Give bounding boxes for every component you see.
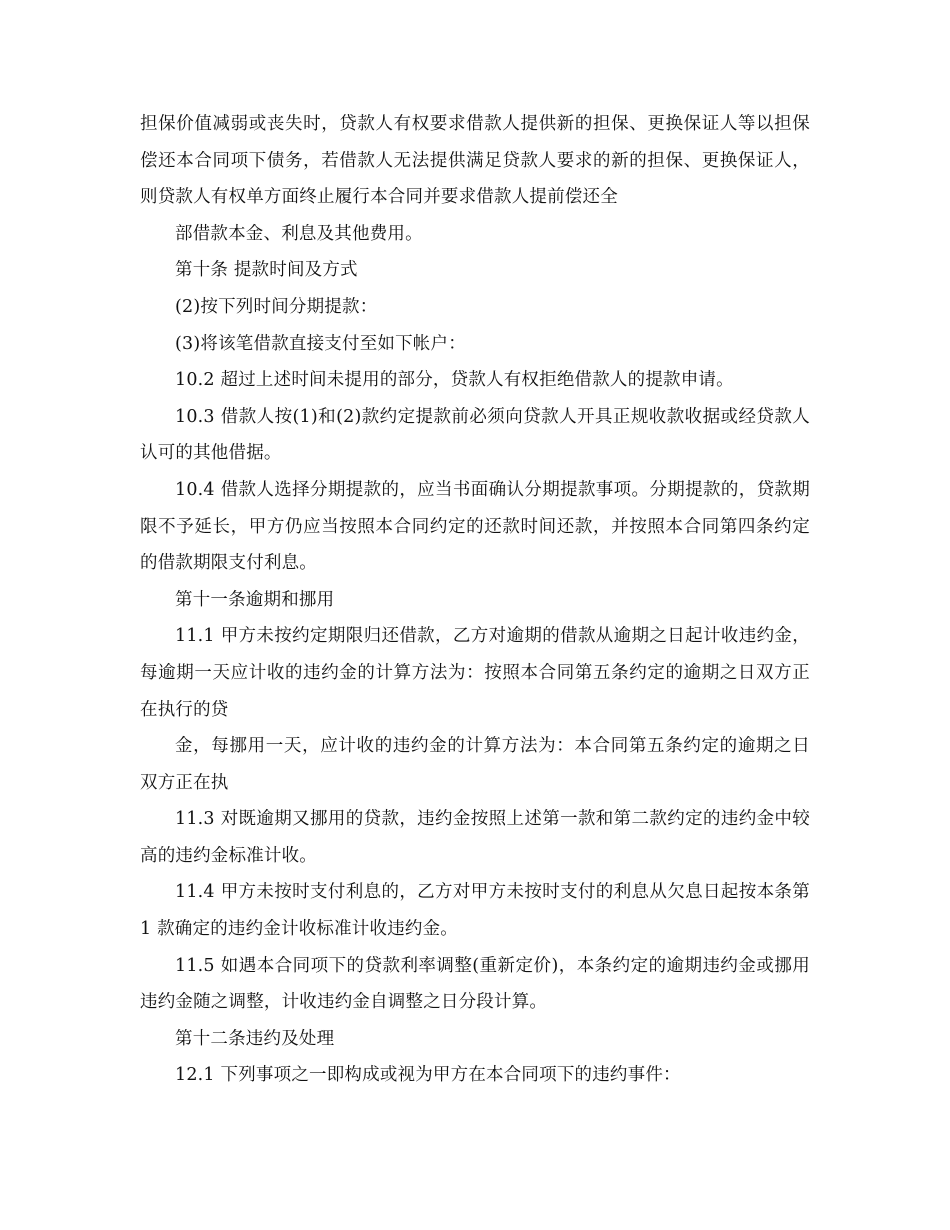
clause-10-2: 10.2 超过上述时间未提用的部分，贷款人有权拒绝借款人的提款申请。 xyxy=(175,370,734,391)
clause-10-3: 10.3 借款人按(1)和(2)款约定提款前必须向贷款人开具正规收款收据或经贷款人认可的其他借据。 xyxy=(140,406,810,464)
clause-12-1: 12.1 下列事项之一即构成或视为甲方在本合同项下的违约事件： xyxy=(175,1065,681,1086)
clause-11-4: 11.4 甲方未按时支付利息的，乙方对甲方未按时支付的利息从欠息日起按本条第 1 款确定的违约金计收标准计收违约金。 xyxy=(140,882,810,940)
clause-11-3: 11.3 对既逾期又挪用的贷款，违约金按照上述第一款和第二款约定的违约金中较高的违约金标准计收。 xyxy=(140,809,810,866)
paragraph-item-3: (3)将该笔借款直接支付至如下帐户： xyxy=(175,333,466,354)
paragraph-continuation: 金，每挪用一天，应计收的违约金的计算方法为：本合同第五条约定的逾期之日双方正在执 xyxy=(140,736,810,793)
clause-10-4: 10.4 借款人选择分期提款的，应当书面确认分期提款事项。分期提款的，贷款期限不予延长，甲方仍应当按照本合同约定的还款时间还款，并按照本合同第四条约定的借款期限支付利息。 xyxy=(140,479,810,574)
clause-11-1: 11.1 甲方未按约定期限归还借款，乙方对逾期的借款从逾期之日起计收违约金，每逾期一天应计收的违约金的计算方法为：按照本合同第五条约定的逾期之日双方正在执行的贷 xyxy=(140,626,810,720)
section-heading-10: 第十条 提款时间及方式 xyxy=(175,260,358,281)
paragraph-item-2: (2)按下列时间分期提款： xyxy=(175,296,378,317)
paragraph-2: 部借款本金、利息及其他费用。 xyxy=(175,223,423,244)
clause-11-5: 11.5 如遇本合同项下的贷款利率调整(重新定价)，本条约定的逾期违约金或挪用违约金随之调整，计收违约金自调整之日分段计算。 xyxy=(140,955,810,1013)
section-heading-12: 第十二条违约及处理 xyxy=(175,1028,335,1049)
document-body xyxy=(140,106,810,1094)
section-heading-11: 第十一条逾期和挪用 xyxy=(175,589,335,610)
paragraph-1: 担保价值减弱或丧失时，贷款人有权要求借款人提供新的担保、更换保证人等以担保偿还本合同项下债务，若借款人无法提供满足贷款人要求的新的担保、更换保证人，则贷款人有权单方面终止履行本合同并要求借款人提前偿还全 xyxy=(140,114,810,208)
